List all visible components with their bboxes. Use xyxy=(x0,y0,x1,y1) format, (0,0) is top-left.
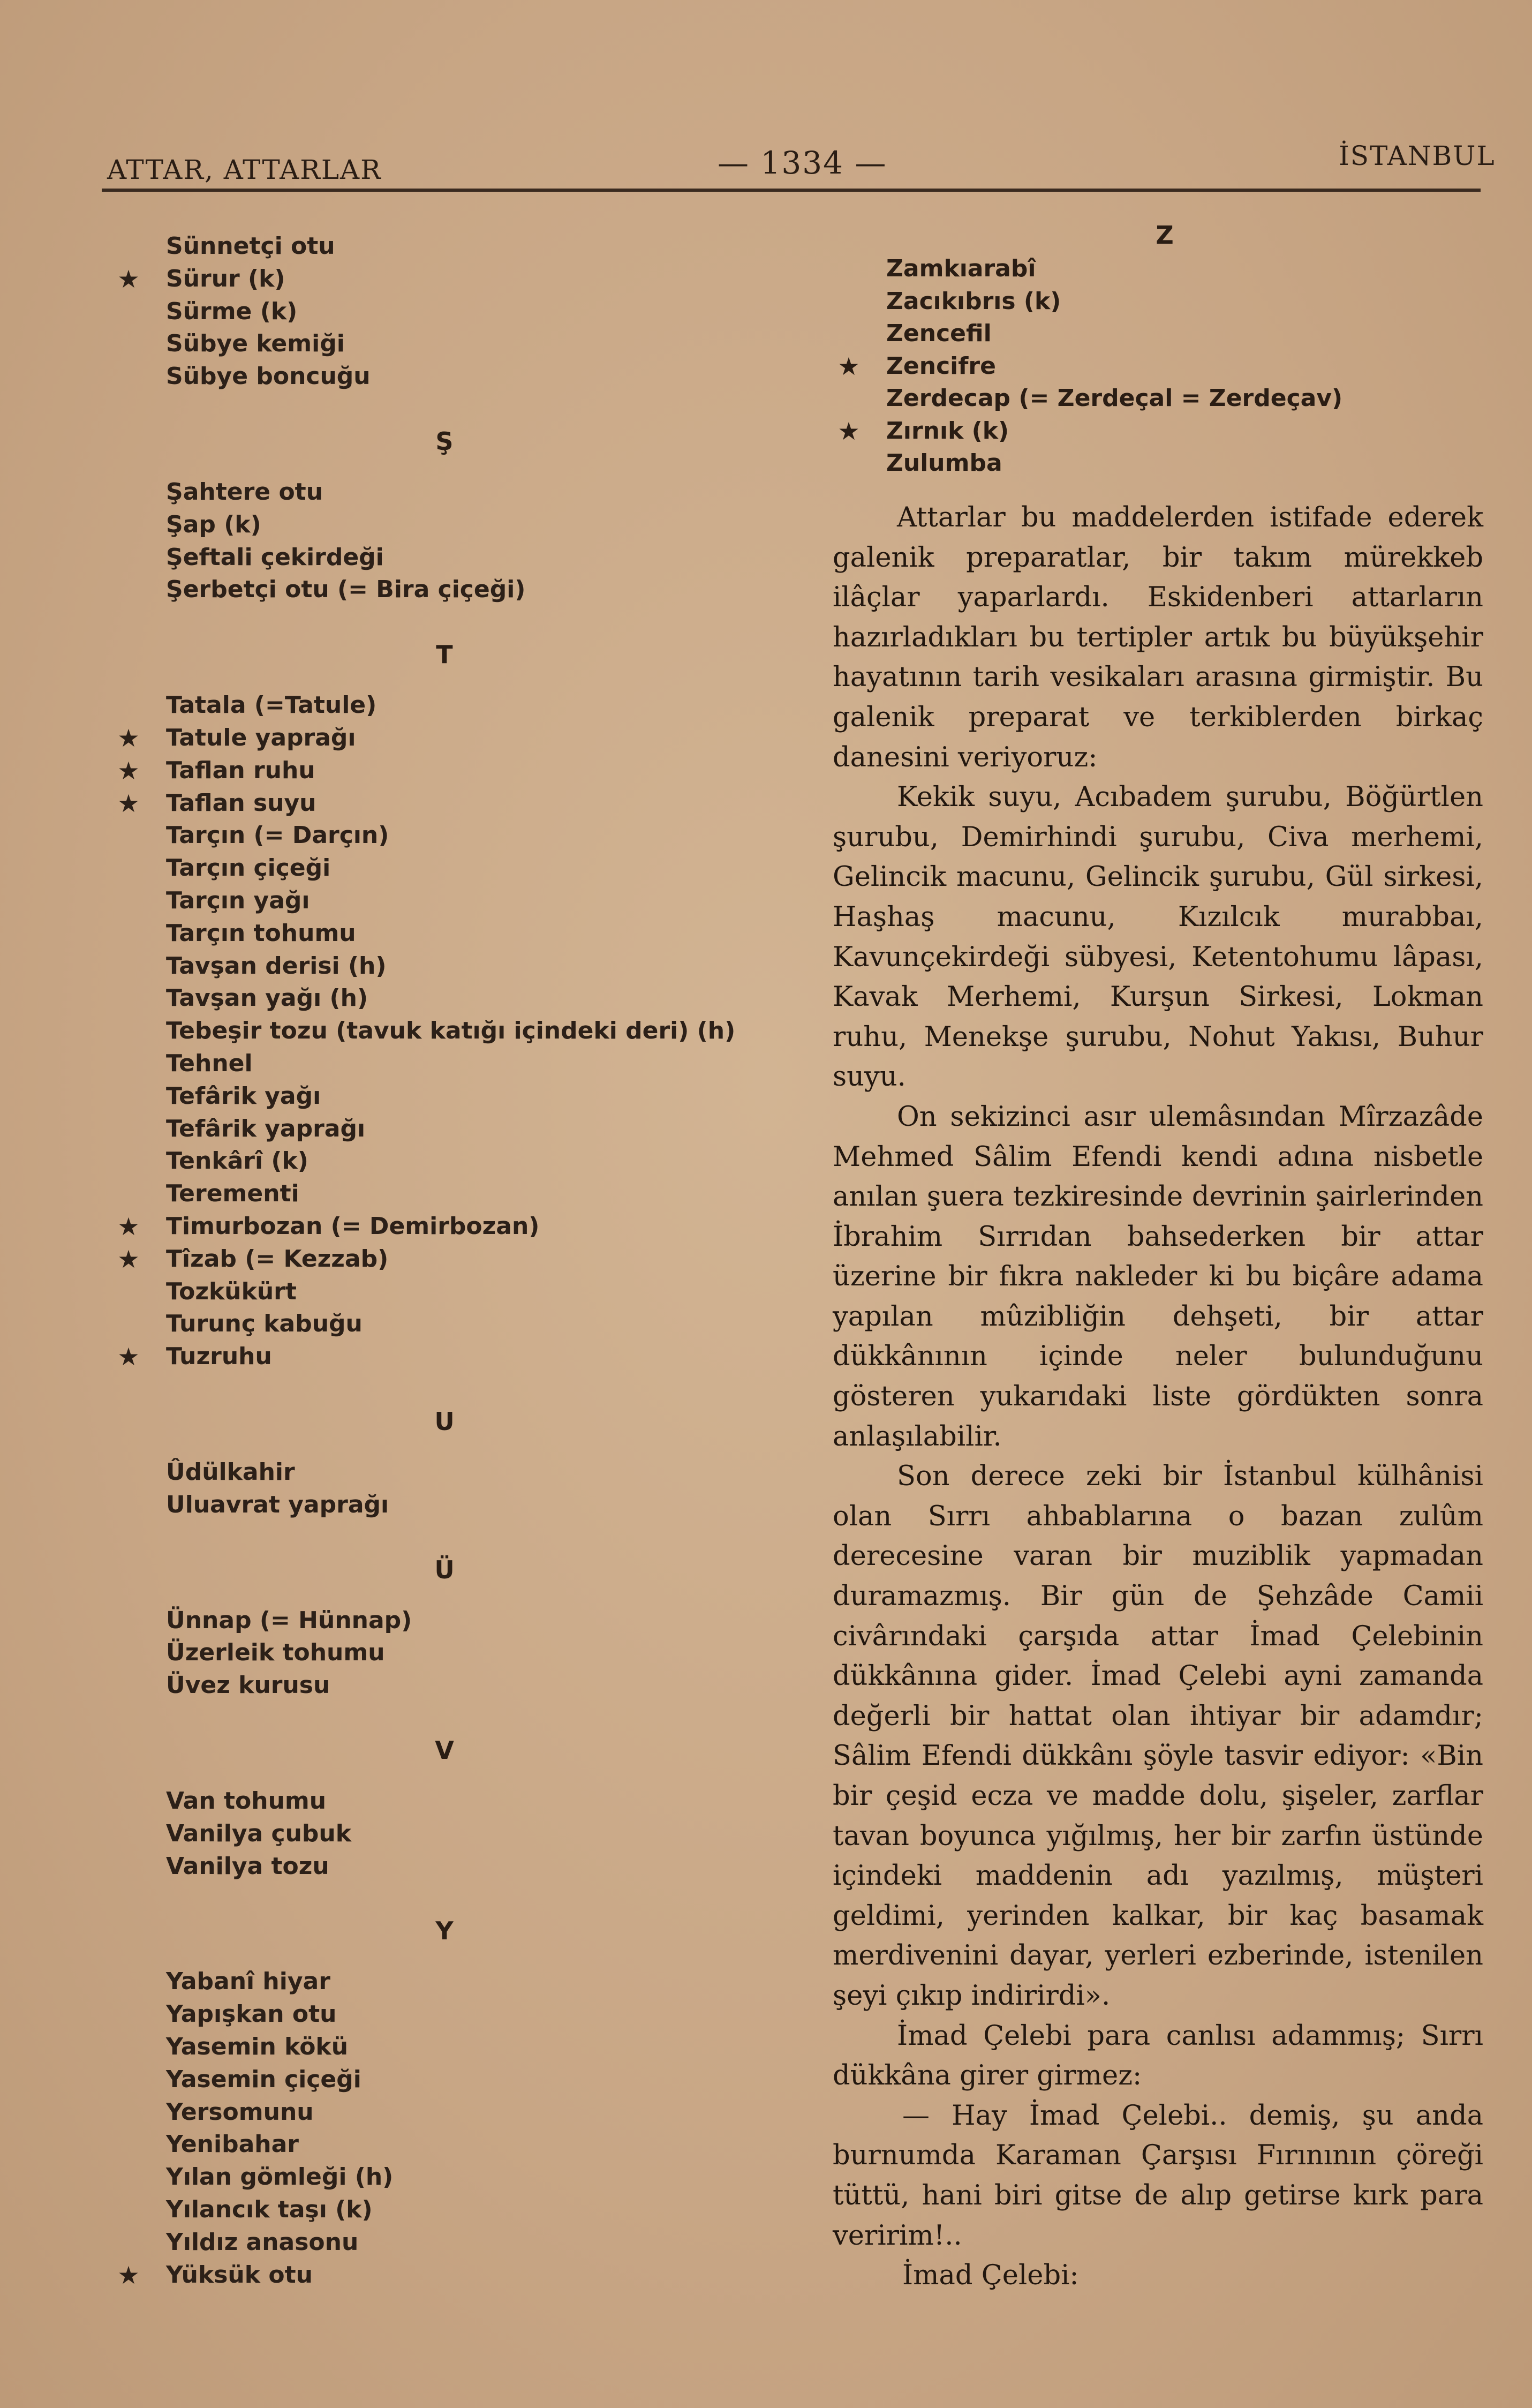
list-item-label: Turunç kabuğu xyxy=(166,1310,363,1338)
list-item-label: Şeftali çekirdeği xyxy=(166,543,384,571)
list-item xyxy=(107,1308,776,1340)
section-letter: Ş xyxy=(435,427,454,456)
list-item-label: Tarçın tohumu xyxy=(166,919,356,947)
list-item xyxy=(107,2161,776,2193)
page-number: — 1334 — xyxy=(718,145,887,181)
list-item-label: Sübye kemiği xyxy=(166,330,345,358)
star-icon: ★ xyxy=(117,1244,140,1274)
list-item xyxy=(107,541,776,574)
list-item xyxy=(833,415,1491,447)
list-item-label: Tavşan yağı (h) xyxy=(166,984,368,1012)
list-item-label: Zencefil xyxy=(886,320,992,347)
star-icon: ★ xyxy=(117,1342,140,1372)
list-item-label: Tozkükürt xyxy=(166,1277,297,1305)
list-item-label: Zamkıarabî xyxy=(886,255,1036,282)
list-item-label: Timurbozan (= Demirbozan) xyxy=(166,1213,540,1240)
list-item xyxy=(107,1080,776,1112)
list-item-label: Zerdecap (= Zerdeçal = Zerdeçav) xyxy=(886,385,1343,412)
list-item-label: Tuzruhu xyxy=(166,1343,272,1371)
list-item xyxy=(107,2096,776,2128)
list-item xyxy=(107,1048,776,1080)
list-item xyxy=(107,1850,776,1883)
list-item xyxy=(107,755,776,787)
list-item xyxy=(107,296,776,328)
list-item-label: Sübye boncuğu xyxy=(166,363,371,390)
list-item-label: Tefârik yaprağı xyxy=(166,1115,366,1142)
list-item-label: Zulumba xyxy=(886,449,1002,477)
list-item xyxy=(107,2031,776,2063)
list-item-label: Yıldız anasonu xyxy=(166,2228,359,2256)
list-item xyxy=(107,722,776,754)
list-item xyxy=(107,2128,776,2161)
list-item xyxy=(107,2259,776,2291)
paragraph: Son derece zeki bir İstanbul külhânisi olan Sırrı ahbablarına o bazan zulûm derecesine varan bir muziblik yapmadan duramazmış. Bir gün de Şehzâde Camii civârındaki çarşıda attar İmad Çelebinin dükkânına gider. İmad Çelebi ayni zamanda değerli bir hattat olan ihtiyar bir adamdır; Sâlim Efendi dükkânı şöyle tasvir ediyor: «Bin bir çeşid ecza ve madde dolu, şişeler, zarflar tavan boyunca yığılmış, her bir zarfın üstünde içindeki maddenin adı yazılmış, müşteri geldimi, yerinden kalkar, bir kaç basamak merdivenini dayar, yerleri ezberinde, istenilen şeyi çıkıp indirirdi». xyxy=(833,1461,1483,2012)
list-item xyxy=(107,360,776,393)
section-letter: U xyxy=(434,1407,455,1436)
list-item xyxy=(833,318,1491,350)
list-item-label: Tarçın (= Darçın) xyxy=(166,822,389,849)
list-item-label: Sürur (k) xyxy=(166,265,285,292)
list-item xyxy=(107,1456,776,1488)
list-item xyxy=(833,382,1491,415)
list-item-label: Yılancık taşı (k) xyxy=(166,2196,373,2223)
list-item-label: Zacıkıbrıs (k) xyxy=(886,287,1061,315)
list-item xyxy=(107,2194,776,2226)
list-item-label: Yabanî hiyar xyxy=(166,1968,330,1996)
list-item xyxy=(107,1669,776,1702)
star-icon: ★ xyxy=(117,264,140,294)
list-item xyxy=(107,982,776,1014)
star-icon: ★ xyxy=(837,351,860,381)
list-item xyxy=(107,328,776,360)
star-icon: ★ xyxy=(117,788,140,818)
list-item xyxy=(107,230,776,262)
list-item xyxy=(107,1341,776,1373)
list-item xyxy=(107,917,776,950)
list-item xyxy=(107,1605,776,1637)
list-item xyxy=(107,787,776,819)
list-item xyxy=(107,1113,776,1145)
list-item xyxy=(833,447,1491,479)
article-text xyxy=(833,498,1483,2296)
list-item xyxy=(107,852,776,884)
list-item xyxy=(107,574,776,606)
list-item-label: Şahtere otu xyxy=(166,478,323,506)
list-item xyxy=(107,1276,776,1308)
list-item-label: Tenkârî (k) xyxy=(166,1147,308,1175)
list-item-label: Yenibahar xyxy=(166,2131,299,2158)
list-item xyxy=(107,1637,776,1669)
list-item-label: Taflan suyu xyxy=(166,789,316,817)
list-item-label: Vanilya tozu xyxy=(166,1852,329,1880)
list-item-label: Yersomunu xyxy=(166,2098,314,2126)
star-icon: ★ xyxy=(117,756,140,785)
list-item-label: Zencifre xyxy=(886,352,996,380)
list-item-label: Tatule yaprağı xyxy=(166,724,356,751)
paragraph: İmad Çelebi para canlısı adammış; Sırrı dükkâna girer girmez: xyxy=(833,2020,1483,2092)
star-icon: ★ xyxy=(117,1212,140,1241)
list-item xyxy=(107,1785,776,1817)
list-item xyxy=(107,1966,776,1998)
star-icon: ★ xyxy=(837,416,860,446)
section-letter: Y xyxy=(435,1916,454,1946)
paragraph: İmad Çelebi: xyxy=(902,2260,1079,2292)
list-item xyxy=(107,819,776,852)
list-item xyxy=(833,253,1491,285)
list-item xyxy=(107,1998,776,2030)
right-column xyxy=(833,0,1491,2408)
list-item-label: Tatala (=Tatule) xyxy=(166,691,377,719)
list-item xyxy=(107,1145,776,1177)
header-left-title: ATTAR, ATTARLAR xyxy=(107,154,382,185)
section-letter: Ü xyxy=(434,1555,455,1584)
list-item-label: Yapışkan otu xyxy=(166,2000,337,2028)
list-item xyxy=(107,2064,776,2096)
list-item xyxy=(107,1818,776,1850)
section-letter: Z xyxy=(1156,221,1174,250)
list-item xyxy=(107,1178,776,1210)
list-item-label: Taflan ruhu xyxy=(166,756,315,784)
list-item-label: Tavşan derisi (h) xyxy=(166,952,387,980)
section-letter: T xyxy=(436,640,453,669)
list-item-label: Üzerleik tohumu xyxy=(166,1639,385,1667)
list-item-label: Zırnık (k) xyxy=(886,417,1009,445)
list-item-label: Tarçın çiçeği xyxy=(166,854,331,882)
list-item xyxy=(107,476,776,508)
list-item-label: Yüksük otu xyxy=(166,2261,313,2289)
paragraph: Attarlar bu maddelerden istifade ederek galenik preparatlar, bir takım mürekkeb ilâçlar yaparlardı. Eskidenberi attarların hazırladıkları bu tertipler artık bu büyükşehir hayatının tarih vesikaları arasına girmiştir. Bu galenik preparat ve terkiblerden birkaç danesini veriyoruz: xyxy=(833,502,1483,773)
list-item-label: Sünnetçi otu xyxy=(166,232,335,260)
header-right-title: İSTANBUL xyxy=(1339,140,1496,171)
list-item-label: Sürme (k) xyxy=(166,297,298,325)
list-item-label: Tîzab (= Kezzab) xyxy=(166,1245,389,1273)
list-item-label: Yılan gömleği (h) xyxy=(166,2163,394,2191)
list-item xyxy=(107,1243,776,1275)
list-item-label: Şap (k) xyxy=(166,510,261,538)
list-item-label: Tefârik yağı xyxy=(166,1082,321,1110)
list-item-label: Uluavrat yaprağı xyxy=(166,1491,389,1518)
list-item xyxy=(107,689,776,721)
list-item-label: Şerbetçi otu (= Bira çiçeği) xyxy=(166,576,526,604)
list-item-label: Van tohumu xyxy=(166,1787,327,1815)
list-item xyxy=(833,350,1491,382)
list-item-label: Tebeşir tozu (tavuk katığı içindeki deri) (h) xyxy=(166,1017,736,1045)
paragraph: — Hay İmad Çelebi.. demiş, şu anda burnumda Karaman Çarşısı Fırınının çöreği tüttü, hani biri gitse de alıp getirse kırk para veririm!.. xyxy=(833,2100,1483,2252)
list-item-label: Tarçın yağı xyxy=(166,887,310,914)
list-item-label: Yasemin çiçeği xyxy=(166,2065,361,2093)
list-item-label: Terementi xyxy=(166,1180,299,1208)
list-item-label: Üvez kurusu xyxy=(166,1672,330,1699)
star-icon: ★ xyxy=(117,724,140,752)
list-item xyxy=(107,2226,776,2259)
list-item-label: Vanilya çubuk xyxy=(166,1819,352,1847)
star-icon: ★ xyxy=(117,2260,140,2290)
list-item xyxy=(107,1015,776,1047)
list-item xyxy=(107,1489,776,1521)
list-item xyxy=(107,509,776,541)
ingredient-list-left xyxy=(107,230,776,2319)
list-item-label: Tehnel xyxy=(166,1050,253,1077)
list-item xyxy=(107,263,776,295)
list-item xyxy=(107,885,776,917)
section-letter: V xyxy=(435,1736,454,1765)
list-item xyxy=(107,1210,776,1243)
list-item xyxy=(833,285,1491,318)
list-item-label: Ünnap (= Hünnap) xyxy=(166,1606,412,1634)
list-item-label: Yasemin kökü xyxy=(166,2033,349,2060)
paragraph: On sekizinci asır ulemâsından Mîrzazâde Mehmed Sâlim Efendi kendi adına nisbetle anılan şuera tezkiresinde devrinin şairlerinden İbrahim Sırrıdan bahsederken bir attar üzerine bir fıkra nakleder ki bu biçâre adama yapılan mûzibliğin dehşeti, bir attar dükkânının içinde neler bulunduğunu gösteren yukarıdaki liste gördükten sonra anlaşılabilir. xyxy=(833,1101,1483,1453)
list-item xyxy=(107,950,776,982)
list-item-label: Ûdülkahir xyxy=(166,1458,295,1486)
paragraph: Kekik suyu, Acıbadem şurubu, Böğürtlen şurubu, Demirhindi şurubu, Civa merhemi, Gelincik macunu, Gelincik şurubu, Gül sirkesi, Haşhaş macunu, Kızılcık murabbaı, Kavunçekirdeği sübyesi, Ketentohumu lâpası, Kavak Merhemi, Kurşun Sirkesi, Lokman ruhu, Menekşe şurubu, Nohut Yakısı, Buhur suyu. xyxy=(833,781,1483,1093)
